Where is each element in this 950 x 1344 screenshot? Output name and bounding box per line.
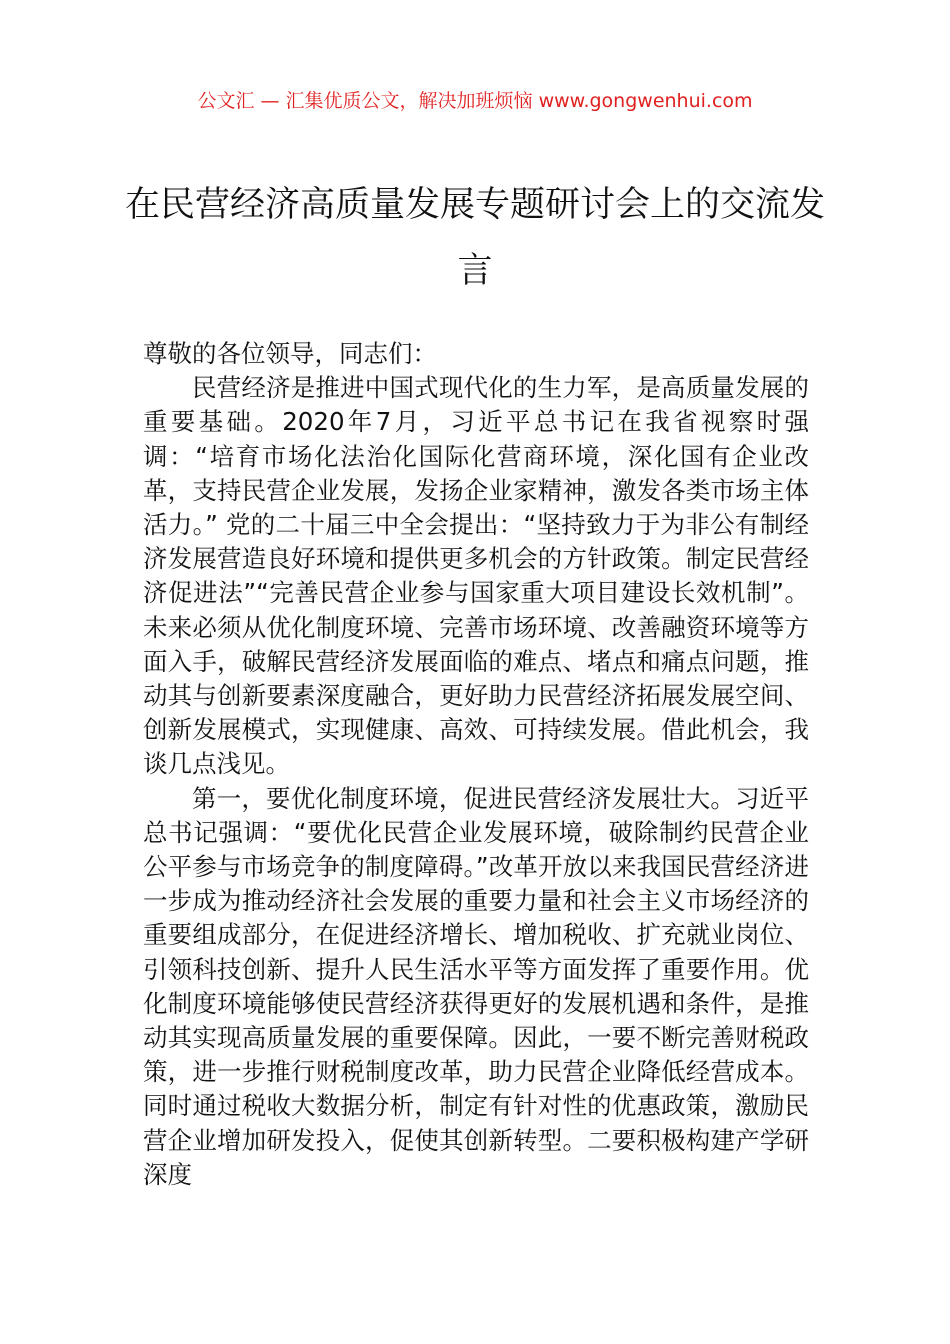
document-body — [143, 337, 809, 1192]
salutation: 尊敬的各位领导，同志们： — [143, 339, 437, 368]
paragraph-intro: 民营经济是推进中国式现代化的生力军，是高质量发展的重要基础。2020年7月，习近平总书记在我省视察时强调：“培育市场化法治化国际化营商环境，深化国有企业改革，支持民营企业发展，发扬企业家精神，激发各类市场主体活力。” 党的二十届三中全会提出：“坚持致力于为非公有制经济发展营造良好环境和提供更多机会的方针政策。制定民营经济促进法”“完善民营企业参与国家重大项目建设长效机制”。未来必须从优化制度环境、完善市场环境、改善融资环境等方面入手，破解民营经济发展面临的难点、堵点和痛点问题，推动其与创新要素深度融合，更好助力民营经济拓展发展空间、创新发展模式，实现健康、高效、可持续发展。借此机会，我谈几点浅见。 — [143, 373, 809, 779]
paragraph-first-point: 第一，要优化制度环境，促进民营经济发展壮大。习近平总书记强调：“要优化民营企业发展环境，破除制约民营企业公平参与市场竞争的制度障碍。”改革开放以来我国民营经济进一步成为推动经济社会发展的重要力量和社会主义市场经济的重要组成部分，在促进经济增长、增加税收、扩充就业岗位、引领科技创新、提升人民生活水平等方面发挥了重要作用。优化制度环境能够使民营经济获得更好的发展机遇和条件，是推动其实现高质量发展的重要保障。因此，一要不断完善财税政策，进一步推行财税制度改革，助力民营企业降低经营成本。同时通过税收大数据分析，制定有针对性的优惠政策，激励民营企业增加研发投入，促使其创新转型。二要积极构建产学研深度 — [143, 783, 809, 1189]
header-banner: 公文汇 — 汇集优质公文，解决加班烦恼 www.gongwenhui.com — [197, 90, 753, 112]
document-title: 在民营经济高质量发展专题研讨会上的交流发言 — [124, 185, 825, 291]
